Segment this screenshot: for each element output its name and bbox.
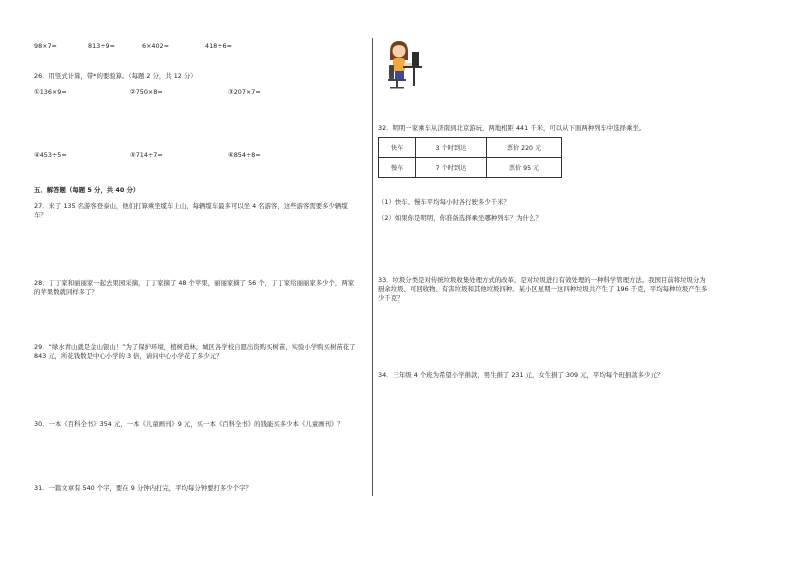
calc-item-4: 418÷6= xyxy=(205,42,232,50)
question-33: 33．垃圾分类是对传统垃圾收集处理方式的改革，是对垃圾进行有效处理的一种科学管理方法。我国目前将垃圾分为厨余垃圾、可回收物、有害垃圾和其他垃圾四种。某小区星期一这四种垃圾共产生了 196 千克，平均每种垃圾产生多少千克？ xyxy=(378,276,708,302)
question-30: 30．一本《百科全书》354 元，一本《儿童画刊》9 元，买一本《百科全书》的钱能买多少本《儿童画刊》？ xyxy=(34,420,344,428)
q26-item-1: ①136×9= xyxy=(34,88,67,96)
table-cell: 票价 220 元 xyxy=(487,138,562,158)
table-cell: 3 个时到达 xyxy=(416,138,487,158)
calc-item-3: 6×402= xyxy=(142,42,169,50)
table-cell: 票价 95 元 xyxy=(487,158,562,178)
calc-item-1: 98×7= xyxy=(34,42,57,50)
train-table xyxy=(378,137,562,178)
question-27: 27．来了 135 名游客登泰山，他们打算乘坐缆车上山，每辆缆车最多可以坐 4 名游客，这些游客需要多少辆缆车？ xyxy=(34,202,348,219)
table-row xyxy=(379,158,562,178)
table-cell: 慢车 xyxy=(379,158,416,178)
q26-item-3: ③207×7= xyxy=(228,88,261,96)
q26-item-6: ⑥854÷8= xyxy=(228,151,261,159)
q26-item-4: ④453÷5= xyxy=(34,151,67,159)
question-32: 32．明明一家乘车从济南到北京游玩，两地相距 441 千米，可以从下面两种列车中选择乘坐。 xyxy=(378,124,646,132)
question-32-sub-1: （1）快车、慢车平均每小时各行驶多少千米？ xyxy=(378,198,510,206)
table-cell: 7 个时到达 xyxy=(416,158,487,178)
question-28: 28．丁丁家和丽丽家一起去果园采摘，丁丁家摘了 48 个苹果，丽丽家摘了 56 个，丁丁家给丽丽家多少个，两家的苹果数就同样多了？ xyxy=(34,279,355,296)
question-29: 29．“绿水青山就是金山银山！”为了保护环境，植树造林，城区各学校自愿出资购买树苗，实验小学购买树苗花了 843 元，所花钱数是中心小学的 3 倍，请问中心小学花了多少元？ xyxy=(34,343,356,360)
q26-item-5: ⑤714÷7= xyxy=(130,151,163,159)
question-34: 34．三年级 4 个班为希望小学捐款，男生捐了 231 元，女生捐了 309 元，平均每个班捐款多少元？ xyxy=(378,371,664,379)
calc-item-2: 813÷9= xyxy=(88,42,115,50)
question-31: 31．一篇文章有 540 个字，要在 9 分钟内打完，平均每分钟要打多少个字？ xyxy=(34,484,252,492)
q26-item-2: ②750×8= xyxy=(130,88,163,96)
column-divider xyxy=(372,38,373,496)
q26-title: 26．用竖式计算，带*的要验算。（每题 2 分，共 12 分） xyxy=(34,72,197,80)
question-32-sub-2: （2）如果你是明明，你准备选择乘坐哪种列车？为什么？ xyxy=(378,214,542,222)
table-row xyxy=(379,138,562,158)
table-cell: 快车 xyxy=(379,138,416,158)
girl-at-computer-icon xyxy=(380,38,424,90)
section-5-title: 五．解答题（每题 5 分，共 40 分） xyxy=(34,186,140,194)
